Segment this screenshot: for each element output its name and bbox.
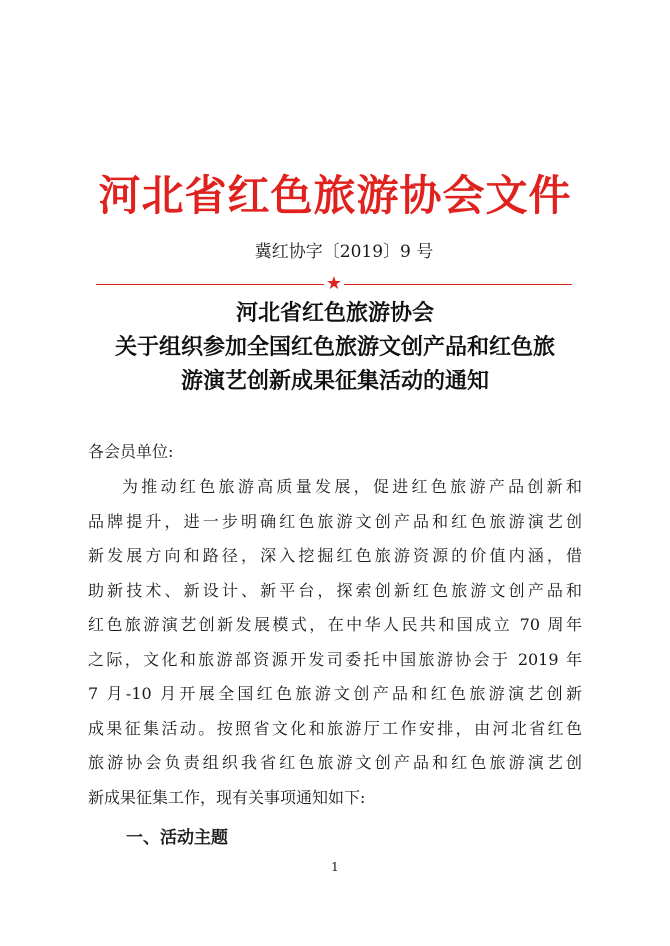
divider-line-right: [344, 284, 572, 285]
red-divider: [96, 273, 572, 294]
salutation: 各会员单位:: [88, 442, 174, 461]
body-paragraph: [88, 470, 582, 815]
paragraph-line: 旅游协会负责组织我省红色旅游文创产品和红色旅游演艺创: [88, 753, 582, 772]
paragraph-line: 成果征集活动。按照省文化和旅游厅工作安排，由河北省红色: [88, 718, 582, 738]
paragraph-line: 为推动红色旅游高质量发展，促进红色旅游产品创新和: [122, 477, 582, 496]
paragraph-line: 新发展方向和路径，深入挖掘红色旅游资源的价值内涵，借: [88, 546, 582, 565]
notice-title-line: 游演艺创新成果征集活动的通知: [180, 368, 489, 394]
paragraph-line: 之际，文化和旅游部资源开发司委托中国旅游协会于 2019 年: [88, 649, 582, 669]
star-icon: ★: [325, 273, 343, 294]
page-number: 1: [331, 860, 339, 874]
paragraph-line: 新成果征集工作，现有关事项通知如下:: [88, 787, 366, 807]
notice-title: [0, 296, 670, 398]
paragraph-line: 红色旅游演艺创新发展模式，在中华人民共和国成立 70 周年: [88, 615, 582, 634]
paragraph-line: 助新技术、新设计、新平台，探索创新红色旅游文创产品和: [88, 580, 582, 600]
document-number: 冀红协字〔2019〕9 号: [254, 242, 434, 262]
paragraph-line: 7 月-10 月开展全国红色旅游文创产品和红色旅游演艺创新: [88, 684, 582, 703]
notice-title-line: 河北省红色旅游协会: [235, 300, 434, 326]
notice-title-line: 关于组织参加全国红色旅游文创产品和红色旅: [114, 334, 555, 360]
paragraph-line: 品牌提升，进一步明确红色旅游文创产品和红色旅游演艺创: [88, 511, 582, 531]
issuer-title: 河北省红色旅游协会文件: [98, 171, 572, 220]
section-heading: 一、活动主题: [126, 828, 228, 848]
divider-line-left: [96, 284, 324, 285]
